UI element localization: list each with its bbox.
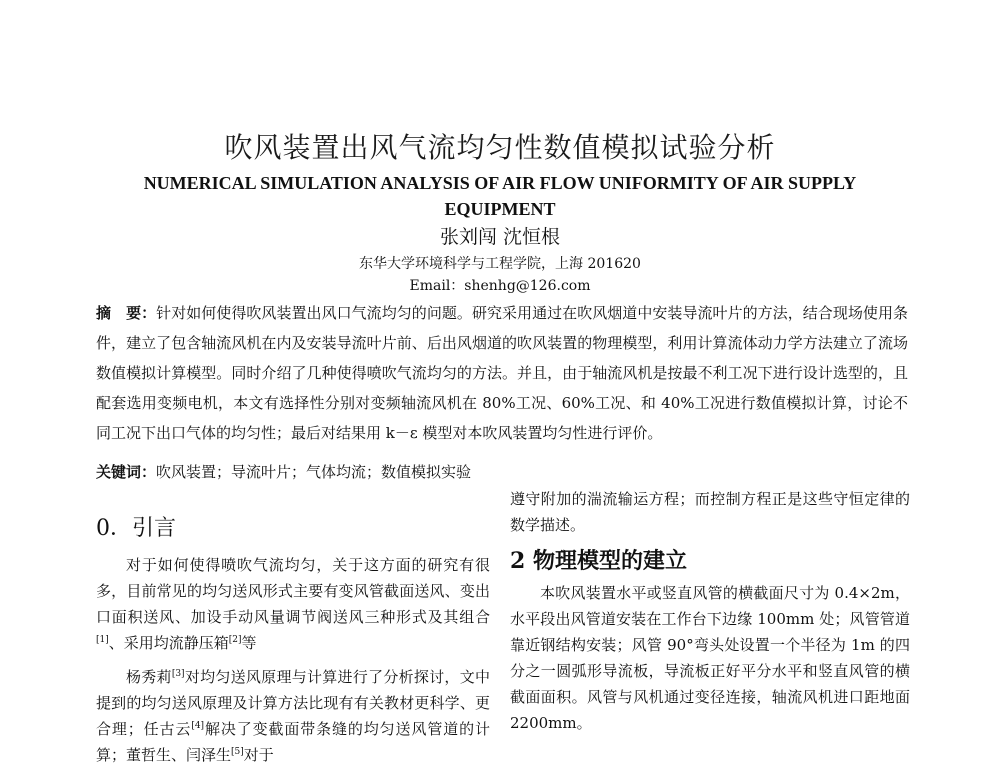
para1-text-c: 等 [241,634,257,652]
para1-text-b: 、采用均流静压箱 [108,634,229,652]
para2-text-c: 解决了变截面带条缝的均匀送风管道的计算；董哲生、闫泽生 [96,720,490,764]
section-2-paragraph-1: 本吹风装置水平或竖直风管的横截面尺寸为 0.4×2m，水平段出风管道安装在工作台下边缘 100mm 处；风管管道靠近钢结构安装；风管 90°弯头处设置一个半径为 1m 的四分之一圆弧形导流板，导流板正好平分水平和竖直风管的横截面面积。风管与风机通过变径连接，轴流风机进口距地面 2200mm。 [510,584,910,732]
left-column [96,514,490,768]
title-chinese: 吹风装置出风气流均匀性数值模拟试验分析 [224,131,776,164]
para2-text-d: 对于 [243,746,274,764]
section-2-heading: 2 物理模型的建立 [510,548,687,574]
citation-2: [2] [228,635,242,645]
email: Email：shenhg@126.com [409,278,591,294]
keywords-label: 关键词： [96,463,157,481]
abstract [96,298,908,448]
abstract-label: 摘 要： [96,304,157,322]
abstract-text: 针对如何使得吹风装置出风口气流均匀的问题。研究采用通过在吹风烟道中安装导流叶片的方法，结合现场使用条件，建立了包含轴流风机在内及安装导流叶片前、后出风烟道的吹风装置的物理模型，利用计算流体动力学方法建立了流场数值模拟计算模型。同时介绍了几种使得喷吹气流均匀的方法。并且，由于轴流风机是按最不利工况下进行设计选型的，且配套选用变频电机，本文有选择性分别对变频轴流风机在 80%工况、60%工况、和 40%工况进行数值模拟计算，讨论不同工况下出口气体的均匀性；最后对结果用 k－ε 模型对本吹风装置均匀性进行评价。 [96,304,908,442]
title-english: NUMERICAL SIMULATION ANALYSIS OF AIR FLOW UNIFORMITY OF AIR SUPPLY EQUIPMENT [143,173,857,219]
para1-text: 对于如何使得喷吹气流均匀，关于这方面的研究有很多，目前常见的均匀送风形式主要有变风管截面送风、变出口面积送风、加设手动风量调节阀送风三种形式及其组合 [96,556,490,626]
citation-3: [3] [171,669,185,679]
citation-1: [1] [96,635,109,645]
right-column [510,486,910,736]
citation-4: [4] [191,721,205,731]
keywords-text: 吹风装置；导流叶片；气体均流；数值模拟实验 [156,463,472,481]
affiliation: 东华大学环境科学与工程学院，上海 201620 [359,256,641,272]
keywords [96,461,908,482]
section-0-paragraph-1 [96,552,490,656]
para2-text-a: 杨秀莉 [126,668,172,686]
para2-text-b: 对均匀送风原理与计算进行了分析探讨，文中提到的均匀送风原理及计算方法比现有有关教材更科学、更合理；任古云 [96,668,490,738]
section-0-paragraph-2 [96,664,490,768]
right-column-continuation: 遵守附加的湍流输运方程；而控制方程正是这些守恒定律的数学描述。 [510,490,910,534]
authors: 张刘闯 沈恒根 [439,226,561,248]
section-0-heading: 0．引言 [96,516,176,541]
citation-5: [5] [231,747,244,757]
